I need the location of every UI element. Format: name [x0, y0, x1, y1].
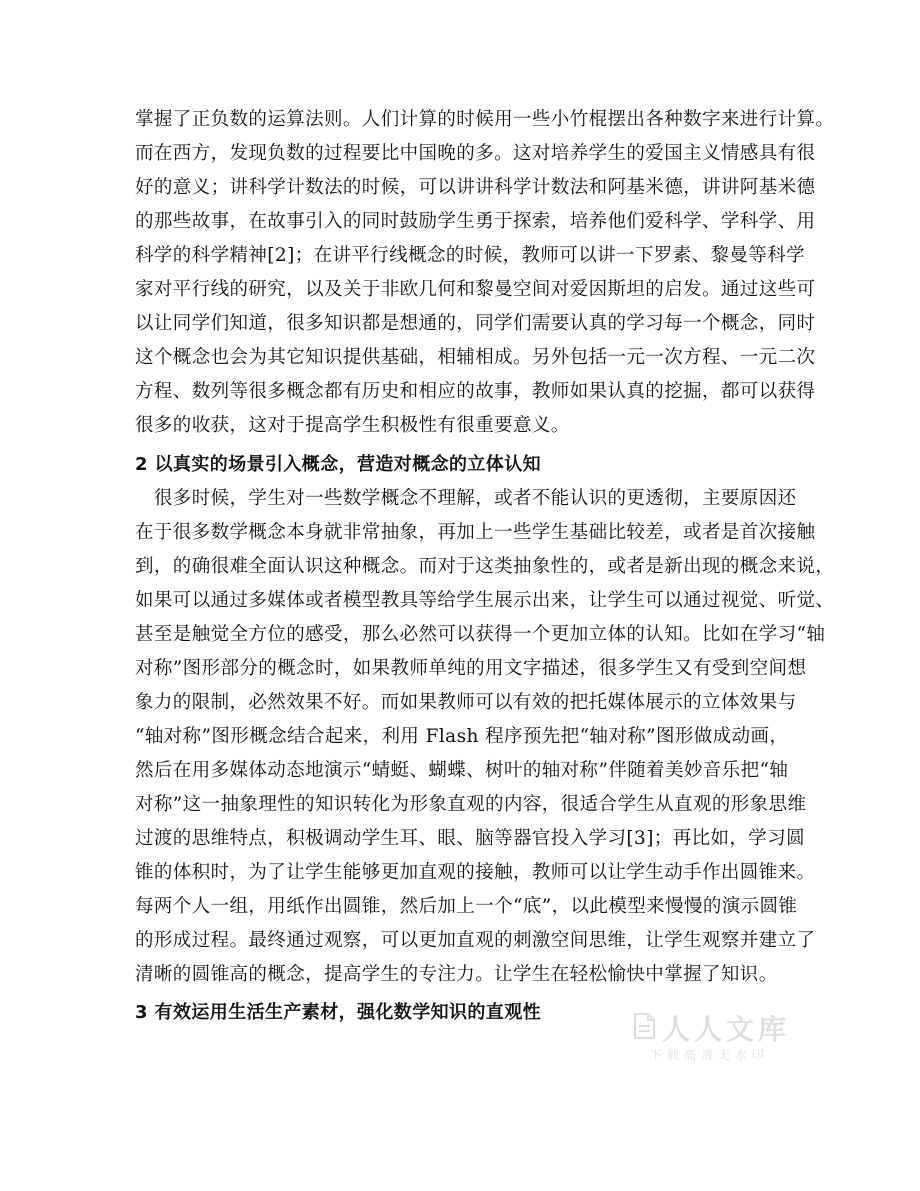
watermark-subtitle: 下载高清无水印 — [650, 1048, 770, 1062]
paragraph-line: 锥的体积时，为了让学生能够更加直观的接触，教师可以让学生动手作出圆锥来。 — [135, 862, 816, 883]
paragraph-line: 以让同学们知道，很多知识都是想通的，同学们需要认真的学习每一个概念，同时 — [135, 313, 816, 334]
paragraph-line: 对称”图形部分的概念时，如果教师单纯的用文字描述，很多学生又有受到空间想 — [135, 658, 807, 679]
paragraph-line: 每两个人一组，用纸作出圆锥，然后加上一个“底”，以此模型来慢慢的演示圆锥 — [135, 896, 798, 917]
paragraph-line: 对称”这一抽象理性的知识转化为形象直观的内容，很适合学生从直观的形象思维 — [135, 794, 807, 815]
paragraph-line: 在于很多数学概念本身就非常抽象，再加上一些学生基础比较差，或者是首次接触 — [135, 522, 816, 543]
paragraph-line: 甚至是触觉全方位的感受，那么必然可以获得一个更加立体的认知。比如在学习“轴 — [135, 624, 826, 645]
section-2-heading: 2 以真实的场景引入概念，营造对概念的立体认知 — [135, 454, 541, 475]
paragraph-line: 这个概念也会为其它知识提供基础，相辅相成。另外包括一元一次方程、一元二次 — [135, 347, 816, 368]
paragraph-line: 家对平行线的研究，以及关于非欧几何和黎曼空间对爱因斯坦的启发。通过这些可 — [135, 279, 816, 300]
paragraph-line: 很多时候，学生对一些数学概念不理解，或者不能认识的更透彻，主要原因还 — [135, 488, 797, 509]
paragraph-line: 象力的限制，必然效果不好。而如果教师可以有效的把托媒体展示的立体效果与 — [135, 692, 797, 713]
watermark — [632, 1008, 792, 1088]
document-icon — [632, 1012, 656, 1040]
paragraph-line: 而在西方，发现负数的过程要比中国晚的多。这对培养学生的爱国主义情感具有很 — [135, 143, 816, 164]
paragraph-line: 的那些故事，在故事引入的同时鼓励学生勇于探索，培养他们爱科学、学科学、用 — [135, 211, 816, 232]
paragraph-line: “轴对称”图形概念结合起来，利用 Flash 程序预先把“轴对称”图形做成动画， — [135, 726, 789, 747]
section-3-heading: 3 有效运用生活生产素材，强化数学知识的直观性 — [135, 1002, 541, 1023]
watermark-title: 人人文库 — [662, 1013, 791, 1046]
paragraph-line: 方程、数列等很多概念都有历史和相应的故事，教师如果认真的挖掘，都可以获得 — [135, 381, 816, 402]
paragraph-line: 如果可以通过多媒体或者模型教具等给学生展示出来，让学生可以通过视觉、听觉、 — [135, 590, 835, 611]
paragraph-line: 然后在用多媒体动态地演示“蜻蜓、蝴蝶、树叶的轴对称”伴随着美妙音乐把“轴 — [135, 760, 789, 781]
paragraph-line: 的形成过程。最终通过观察，可以更加直观的刺激空间思维，让学生观察并建立了 — [135, 930, 816, 951]
paragraph-line: 到，的确很难全面认识这种概念。而对于这类抽象性的，或者是新出现的概念来说， — [135, 556, 835, 577]
paragraph-line: 掌握了正负数的运算法则。人们计算的时候用一些小竹棍摆出各种数字来进行计算。 — [135, 109, 835, 130]
paragraph-line: 科学的科学精神[2]；在讲平行线概念的时候，教师可以讲一下罗素、黎曼等科学 — [135, 245, 806, 266]
paragraph-line: 清晰的圆锥高的概念，提高学生的专注力。让学生在轻松愉快中掌握了知识。 — [135, 964, 778, 985]
paragraph-line: 好的意义；讲科学计数法的时候，可以讲讲科学计数法和阿基米德，讲讲阿基米德 — [135, 177, 816, 198]
paragraph-line: 很多的收获，这对于提高学生积极性有很重要意义。 — [135, 415, 570, 436]
paragraph-line: 过渡的思维特点，积极调动学生耳、眼、脑等器官投入学习[3]；再比如，学习圆 — [135, 828, 806, 849]
